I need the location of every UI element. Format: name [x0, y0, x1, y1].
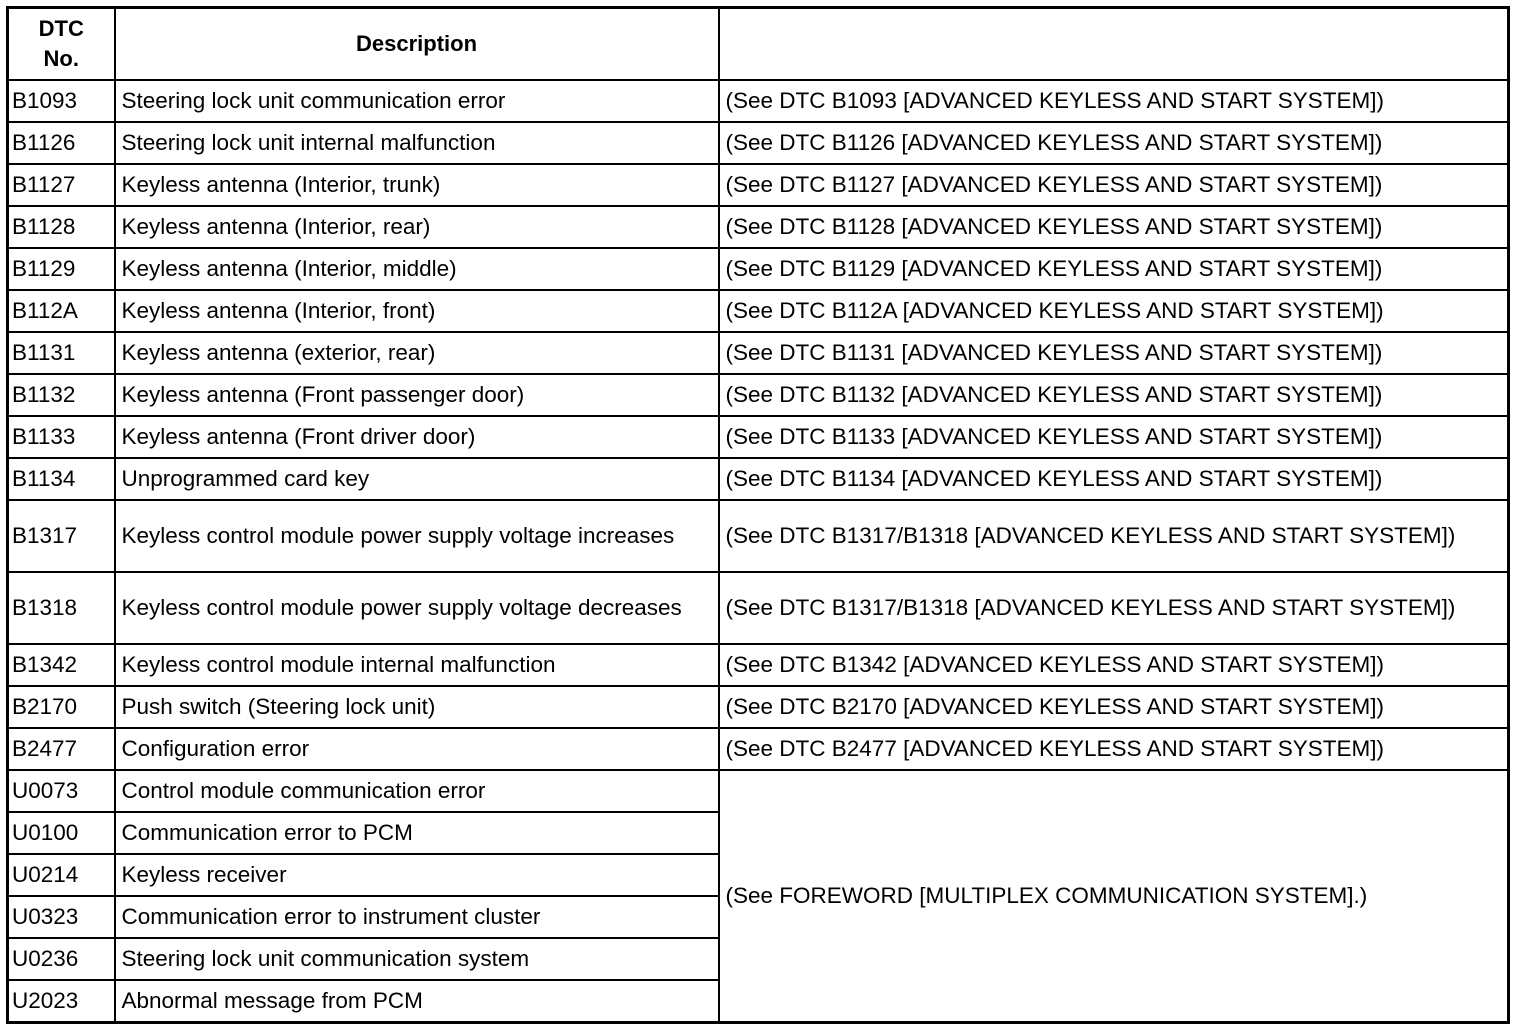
dtc-description: Keyless receiver: [115, 854, 719, 896]
dtc-code: B1134: [8, 458, 115, 500]
table-row: [8, 686, 1509, 728]
dtc-code: B1127: [8, 164, 115, 206]
dtc-reference: (See DTC B1131 [ADVANCED KEYLESS AND START SYSTEM]): [719, 332, 1509, 374]
table-row: [8, 644, 1509, 686]
dtc-description: Communication error to instrument cluster: [115, 896, 719, 938]
dtc-code: B1131: [8, 332, 115, 374]
dtc-code: B1317: [8, 500, 115, 572]
dtc-code: U0100: [8, 812, 115, 854]
dtc-code: B1126: [8, 122, 115, 164]
table-header-row: [8, 8, 1509, 81]
table-row: [8, 458, 1509, 500]
table-row: [8, 164, 1509, 206]
table-row: [8, 206, 1509, 248]
dtc-code: B2477: [8, 728, 115, 770]
dtc-table: [6, 6, 1510, 1024]
dtc-description: Steering lock unit communication error: [115, 80, 719, 122]
dtc-code: B1129: [8, 248, 115, 290]
dtc-reference: (See DTC B112A [ADVANCED KEYLESS AND START SYSTEM]): [719, 290, 1509, 332]
dtc-reference: (See DTC B1342 [ADVANCED KEYLESS AND START SYSTEM]): [719, 644, 1509, 686]
table-row: [8, 416, 1509, 458]
table-row: [8, 500, 1509, 572]
table-row: [8, 248, 1509, 290]
table-row: [8, 770, 1509, 812]
header-reference: [719, 8, 1509, 81]
dtc-description: Keyless antenna (Interior, trunk): [115, 164, 719, 206]
shared-reference: (See FOREWORD [MULTIPLEX COMMUNICATION SYSTEM].): [719, 770, 1509, 1022]
dtc-reference: (See DTC B1127 [ADVANCED KEYLESS AND START SYSTEM]): [719, 164, 1509, 206]
dtc-description: Unprogrammed card key: [115, 458, 719, 500]
table-row: [8, 122, 1509, 164]
dtc-code: B1132: [8, 374, 115, 416]
dtc-description: Steering lock unit communication system: [115, 938, 719, 980]
dtc-reference: (See DTC B1093 [ADVANCED KEYLESS AND START SYSTEM]): [719, 80, 1509, 122]
dtc-reference: (See DTC B1134 [ADVANCED KEYLESS AND START SYSTEM]): [719, 458, 1509, 500]
dtc-description: Keyless antenna (Front driver door): [115, 416, 719, 458]
dtc-description: Keyless antenna (Interior, middle): [115, 248, 719, 290]
dtc-code: B1318: [8, 572, 115, 644]
table-row: [8, 572, 1509, 644]
dtc-code: U0323: [8, 896, 115, 938]
dtc-reference: (See DTC B1128 [ADVANCED KEYLESS AND START SYSTEM]): [719, 206, 1509, 248]
dtc-reference: (See DTC B2477 [ADVANCED KEYLESS AND START SYSTEM]): [719, 728, 1509, 770]
dtc-description: Push switch (Steering lock unit): [115, 686, 719, 728]
dtc-code: B1128: [8, 206, 115, 248]
dtc-description: Abnormal message from PCM: [115, 980, 719, 1022]
table-row: [8, 332, 1509, 374]
dtc-reference: (See DTC B1132 [ADVANCED KEYLESS AND START SYSTEM]): [719, 374, 1509, 416]
table-row: [8, 374, 1509, 416]
dtc-code: B2170: [8, 686, 115, 728]
dtc-description: Keyless antenna (Interior, front): [115, 290, 719, 332]
dtc-description: Keyless antenna (Front passenger door): [115, 374, 719, 416]
dtc-code: U0073: [8, 770, 115, 812]
dtc-reference: (See DTC B1129 [ADVANCED KEYLESS AND START SYSTEM]): [719, 248, 1509, 290]
header-description: Description: [115, 8, 719, 81]
table-row: [8, 290, 1509, 332]
dtc-description: Steering lock unit internal malfunction: [115, 122, 719, 164]
dtc-description: Keyless antenna (exterior, rear): [115, 332, 719, 374]
dtc-description: Keyless control module power supply voltage increases: [115, 500, 719, 572]
dtc-code: U0236: [8, 938, 115, 980]
dtc-description: Keyless control module internal malfunction: [115, 644, 719, 686]
dtc-reference: (See DTC B1317/B1318 [ADVANCED KEYLESS AND START SYSTEM]): [719, 500, 1509, 572]
dtc-reference: (See DTC B2170 [ADVANCED KEYLESS AND START SYSTEM]): [719, 686, 1509, 728]
dtc-reference: (See DTC B1317/B1318 [ADVANCED KEYLESS AND START SYSTEM]): [719, 572, 1509, 644]
dtc-code: B1133: [8, 416, 115, 458]
header-dtc-no: DTC No.: [8, 8, 115, 81]
dtc-description: Control module communication error: [115, 770, 719, 812]
dtc-code: B1093: [8, 80, 115, 122]
dtc-code: U0214: [8, 854, 115, 896]
dtc-code: B1342: [8, 644, 115, 686]
dtc-reference: (See DTC B1133 [ADVANCED KEYLESS AND START SYSTEM]): [719, 416, 1509, 458]
dtc-description: Keyless antenna (Interior, rear): [115, 206, 719, 248]
dtc-description: Keyless control module power supply voltage decreases: [115, 572, 719, 644]
dtc-code: U2023: [8, 980, 115, 1022]
dtc-description: Configuration error: [115, 728, 719, 770]
dtc-reference: (See DTC B1126 [ADVANCED KEYLESS AND START SYSTEM]): [719, 122, 1509, 164]
table-row: [8, 80, 1509, 122]
table-row: [8, 728, 1509, 770]
dtc-code: B112A: [8, 290, 115, 332]
dtc-description: Communication error to PCM: [115, 812, 719, 854]
